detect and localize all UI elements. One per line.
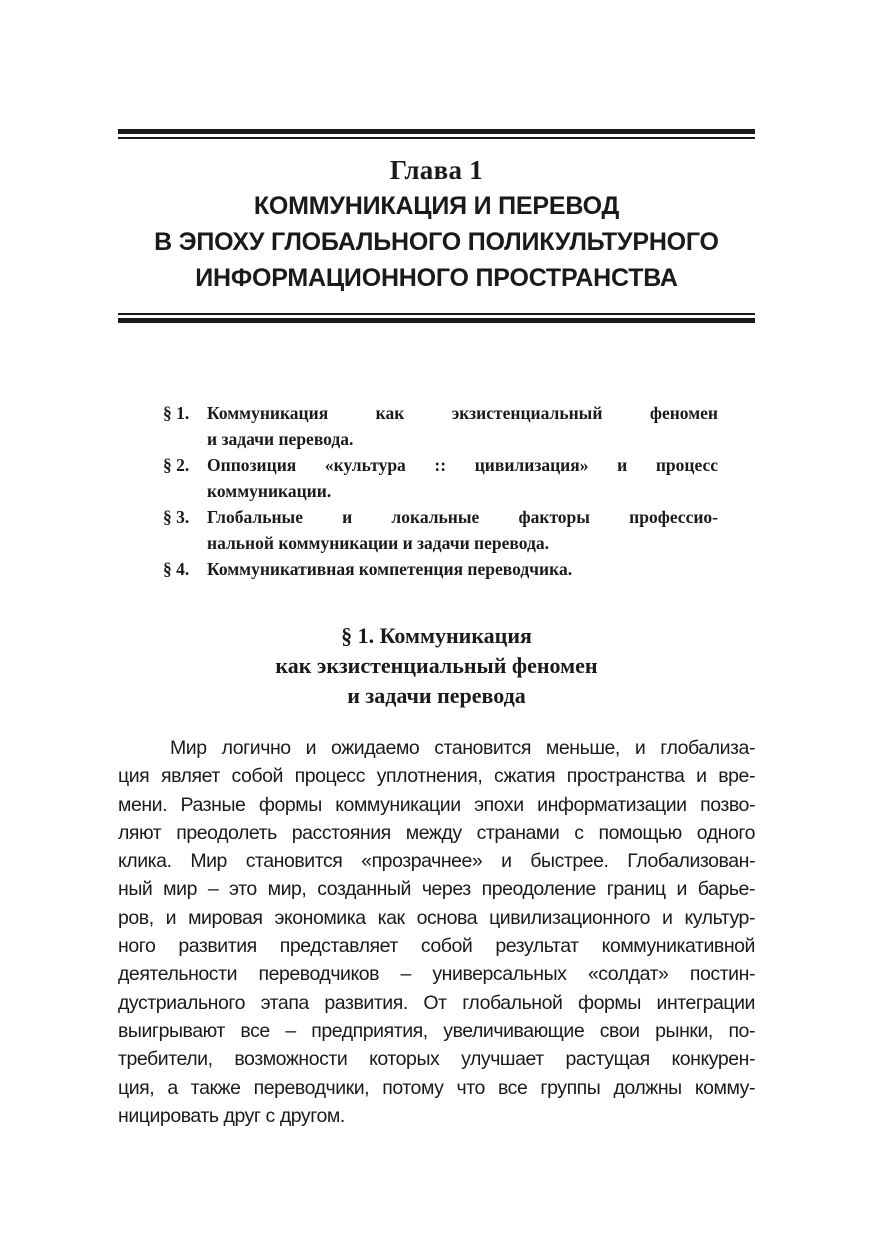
section-title-line: как экзистенциальный феномен xyxy=(275,653,598,678)
chapter-title-line: ИНФОРМАЦИОННОГО ПРОСТРАНСТВА xyxy=(195,264,678,292)
toc-entry-line: Глобальные и локальные факторы профессио- xyxy=(207,507,718,527)
chapter-heading xyxy=(118,152,755,296)
toc-entry-line: Оппозиция «культура :: цивилизация» и процесс xyxy=(207,455,718,475)
body-line: выигрывают все – предприятия, увеличивающие свои рынки, по- xyxy=(118,1019,755,1042)
toc-entry xyxy=(163,556,718,582)
body-line: дустриального этапа развития. От глобальной формы интеграции xyxy=(118,991,755,1014)
toc-entry-line: коммуникации. xyxy=(207,481,332,501)
body-paragraph xyxy=(118,734,755,1130)
body-line: ляют преодолеть расстояния между странами с помощью одного xyxy=(118,821,755,844)
chapter-contents xyxy=(163,400,718,582)
chapter-title-line: В ЭПОХУ ГЛОБАЛЬНОГО ПОЛИКУЛЬТУРНОГО xyxy=(154,228,719,256)
chapter-label: Глава 1 xyxy=(389,155,484,185)
section-heading xyxy=(118,621,755,711)
toc-entry-number: § 2. xyxy=(163,455,190,475)
toc-entry-line: нальной коммуникации и задачи перевода. xyxy=(207,533,549,553)
body-line: ция, а также переводчики, потому что все группы должны комму- xyxy=(118,1076,755,1099)
rule-thick-line xyxy=(118,318,755,323)
body-line: требители, возможности которых улучшает растущая конкурен- xyxy=(118,1048,755,1071)
body-line: ницировать друг с другом. xyxy=(118,1104,345,1127)
body-line: деятельности переводчиков – универсальных «солдат» постин- xyxy=(118,963,755,986)
chapter-title xyxy=(118,188,755,296)
toc-entry-line: Коммуникативная компетенция переводчика. xyxy=(207,559,573,579)
chapter-title-line: КОММУНИКАЦИЯ И ПЕРЕВОД xyxy=(253,192,620,220)
section-title-line: и задачи перевода xyxy=(347,683,526,708)
body-line: ный мир – это мир, созданный через преодоление границ и барье- xyxy=(118,878,755,901)
rule-thin-line xyxy=(118,137,755,139)
body-line: ция являет собой процесс уплотнения, сжатия пространства и вре- xyxy=(118,765,755,788)
toc-entry-number: § 1. xyxy=(163,403,190,423)
toc-entry xyxy=(163,452,718,504)
toc-entry-number: § 3. xyxy=(163,507,190,527)
body-line: мени. Разные формы коммуникации эпохи информатизации позво- xyxy=(118,793,755,816)
body-line: Мир логично и ожидаемо становится меньше, и глобализа- xyxy=(170,737,755,759)
body-line: ров, и мировая экономика как основа цивилизационного и культур- xyxy=(118,906,755,929)
toc-entry-line: Коммуникация как экзистенциальный феномен xyxy=(207,403,718,423)
top-double-rule xyxy=(118,129,755,139)
toc-entry-number: § 4. xyxy=(163,559,190,579)
toc-entry-line: и задачи перевода. xyxy=(207,429,354,449)
body-line: ного развития представляет собой результат коммуникативной xyxy=(118,935,755,958)
toc-entry xyxy=(163,400,718,452)
section-title-line: § 1. Коммуникация xyxy=(341,623,532,648)
body-line: клика. Мир становится «прозрачнее» и быстрее. Глобализован- xyxy=(118,850,755,873)
bottom-double-rule xyxy=(118,313,755,323)
toc-entry xyxy=(163,504,718,556)
